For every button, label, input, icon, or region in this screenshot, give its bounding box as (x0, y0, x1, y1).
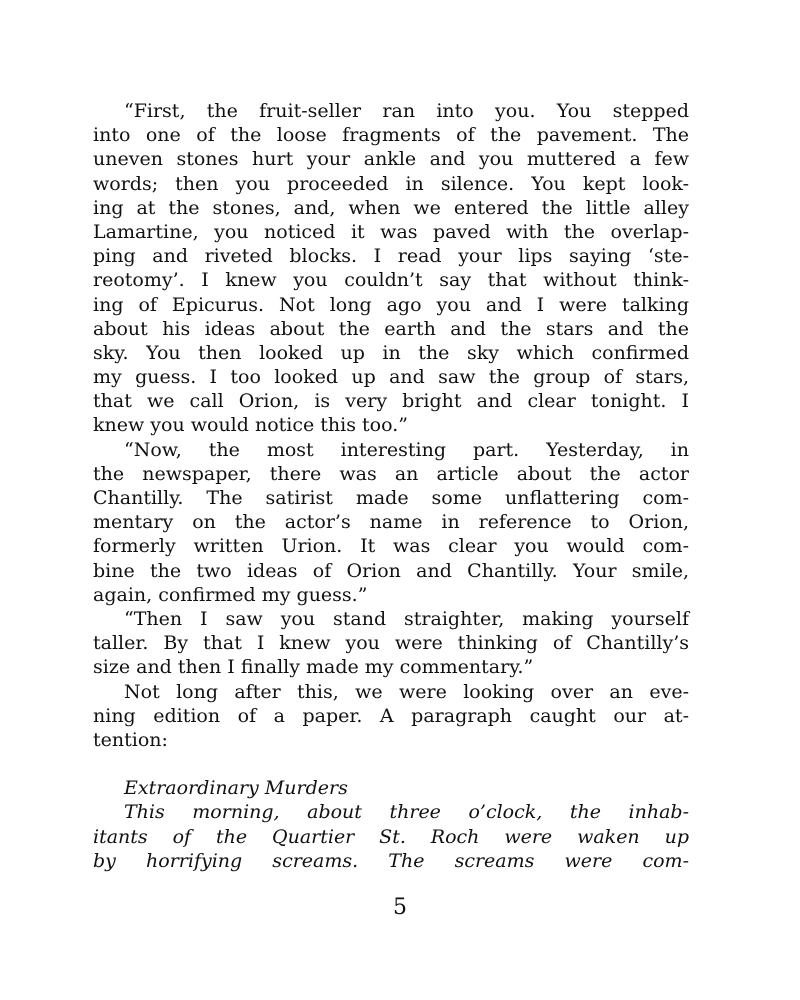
text-line: Not long after this, we were looking over an eve- (124, 680, 689, 703)
text-line: sky. You then looked up in the sky which confirmed (93, 341, 689, 364)
italic-text-line: Extraordinary Murders (124, 777, 348, 800)
text-line: words; then you proceeded in silence. You kept look- (93, 172, 689, 195)
text-line: “Now, the most interesting part. Yesterday, in (124, 438, 689, 461)
text-line: “Then I saw you stand straighter, making yourself (124, 607, 689, 630)
text-line: the newspaper, there was an article about the actor (93, 462, 689, 485)
text-line: into one of the loose fragments of the pavement. The (93, 124, 689, 147)
text-line: taller. By that I knew you were thinking of Chantilly’s (93, 632, 689, 655)
text-line: mentary on the actor’s name in reference to Orion, (93, 511, 689, 534)
text-line: Chantilly. The satirist made some unflattering com- (93, 487, 689, 509)
italic-text-line: by horrifying screams. The screams were com- (93, 849, 689, 872)
text-line: uneven stones hurt your ankle and you muttered a few (93, 148, 689, 171)
text-line: Lamartine, you noticed it was paved with the overlap- (93, 220, 689, 243)
text-line: reotomy’. I knew you couldn’t say that without think- (93, 269, 689, 292)
blank-line (93, 752, 689, 776)
italic-text-line: This morning, about three o’clock, the inhab- (124, 801, 689, 824)
text-line: knew you would notice this too.” (93, 414, 408, 437)
text-line: “First, the fruit-seller ran into you. You stepped (124, 100, 689, 122)
page-number: 5 (393, 895, 407, 920)
italic-text-line: itants of the Quartier St. Roch were waken up (93, 825, 689, 848)
text-line: size and then I finally made my commentary.” (93, 656, 534, 679)
text-line: formerly written Urion. It was clear you would com- (93, 535, 689, 558)
text-line: ing at the stones, and, when we entered the little alley (93, 196, 689, 219)
text-line: bine the two ideas of Orion and Chantilly. Your smile, (93, 559, 689, 582)
text-line: ping and riveted blocks. I read your lips saying ‘ste- (93, 245, 689, 268)
text-line: my guess. I too looked up and saw the group of stars, (93, 366, 689, 389)
text-line: tention: (93, 728, 168, 751)
text-line: ning edition of a paper. A paragraph caught our at- (93, 704, 689, 727)
page-body (93, 99, 689, 873)
text-line: about his ideas about the earth and the stars and the (93, 317, 689, 340)
text-line: that we call Orion, is very bright and clear tonight. I (93, 390, 689, 413)
text-line: again, confirmed my guess.” (93, 583, 368, 606)
text-line: ing of Epicurus. Not long ago you and I were talking (93, 293, 689, 316)
